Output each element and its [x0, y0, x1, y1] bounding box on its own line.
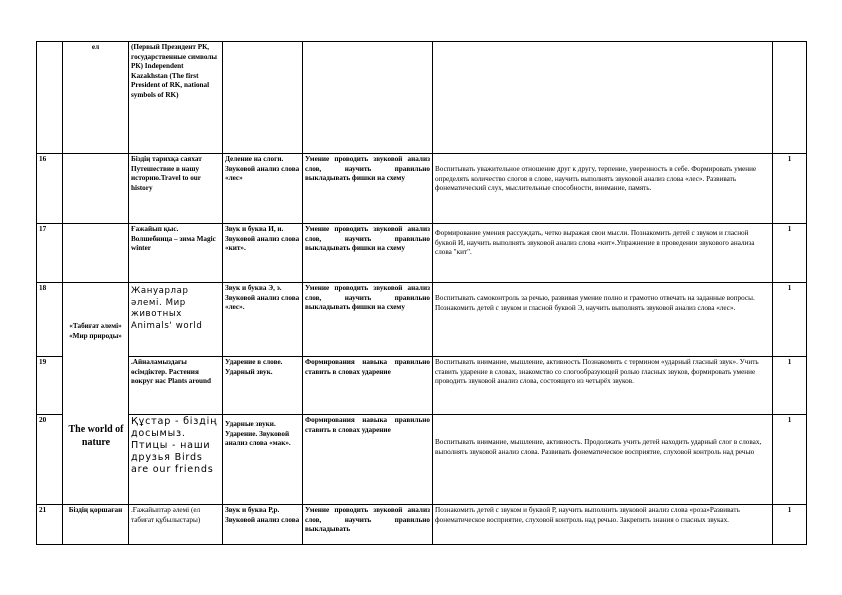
hours-cell: 1 — [773, 154, 807, 224]
lesson-topic-text: Құстар - біздің досымыз. Птицы - наши друзья Birds are our friends — [131, 416, 218, 475]
row-number: 16 — [37, 154, 63, 224]
content-cell — [223, 42, 303, 154]
theme-cell-empty — [63, 154, 129, 224]
section-theme-kk: «Табиғат әлемі» — [69, 322, 122, 330]
tasks-cell — [433, 224, 773, 283]
table-row — [37, 154, 807, 224]
goals-cell: Умение проводить звуковой анализ слов, научить правильно выкладывать фишки на схему — [303, 283, 433, 357]
row-number: 21 — [37, 505, 63, 545]
lesson-topic: Біздің тарихқа саяхат Путешествие в нашу историю.Travel to our history — [129, 154, 223, 224]
tasks-text: Воспитывать внимание, мышление, активность. Продолжать учить детей находить ударный слог в словах, выполнять звуковой анализ слова. Развивать фонематическое восприятие, слуховой контроль над речью — [435, 438, 762, 456]
tasks-cell — [433, 415, 773, 505]
tasks-cell — [433, 42, 773, 154]
row-number: 20 — [37, 415, 63, 505]
content-cell: Звук и буква Р,р. Звуковой анализ слова — [223, 505, 303, 545]
section-theme-en: The world of nature — [68, 424, 124, 448]
lesson-topic — [129, 415, 223, 505]
lesson-topic-text: Жануарлар әлемі. Мир животных Animals' world — [131, 286, 203, 331]
table-row — [37, 357, 807, 415]
hours-cell: 1 — [773, 283, 807, 357]
tasks-text: Воспитывать уважительное отношение друг к другу, терпение, уверенность в себе. Формировать умение определять количество слогов в слове, научить выполнять звуковой анализ слова «лес». Развивать фонематический слух, мыслительные способности, внимание, память. — [435, 165, 757, 193]
hours-cell: 1 — [773, 415, 807, 505]
hours-cell — [773, 42, 807, 154]
table-row — [37, 505, 807, 545]
goals-cell: Формирования навыка правильно ставить в словах ударение — [303, 357, 433, 415]
tasks-text: Воспитывать самоконтроль за речью, развивая умение полно и грамотно отвечать на заданные вопросы. Познакомить детей с звуком и гласной буквой Э, научить выполнять звуковой анализ слова «лес». — [435, 294, 755, 312]
lesson-topic: (Первый Президент РК, государственные символы РК) Independent Kazakhstan (The first President of RK, national symbols of RK) — [129, 42, 223, 154]
tasks-cell: Познакомить детей с звуком и буквой Р, научить выполнить звуковой анализ слова «роза»Развивать фонематическое восприятие, слуховой контроль над речью. Закрепить знания о гласных звуках. — [433, 505, 773, 545]
hours-cell: 1 — [773, 505, 807, 545]
lesson-topic: .Ғажайыптар әлемі (ел табиғат құбылыстары) — [129, 505, 223, 545]
lesson-topic: .Айналамыздағы өсімдіктер. Растения вокруг нас Plants around — [129, 357, 223, 415]
row-number — [37, 42, 63, 154]
section-theme-ru: «Мир природы» — [69, 331, 122, 340]
theme-cell: ел — [63, 42, 129, 154]
row-number: 18 — [37, 283, 63, 357]
tasks-cell: Воспитывать внимание, мышление, активность Познакомить с термином «ударный гласный звук». Учить ставить ударение в словах, знакомство со слогообразующей ролью гласных звуков, формировать умение проводить звуковой анализ слова, состоящего из четырёх звуков. — [433, 357, 773, 415]
content-text: Ударные звуки. Ударение. Звуковой анализ слова «мак». — [225, 420, 291, 448]
table-row — [37, 283, 807, 357]
lesson-topic — [129, 283, 223, 357]
hours-cell: 1 — [773, 224, 807, 283]
lesson-topic: Ғажайып қыс. Волшебница – зима Magic winter — [129, 224, 223, 283]
theme-cell-empty — [63, 224, 129, 283]
content-cell: Деление на слоги. Звуковой анализ слова «лес» — [223, 154, 303, 224]
goals-cell: Умение проводить звуковой анализ слов, научить правильно выкладывать фишки на схему — [303, 224, 433, 283]
hours-cell: 1 — [773, 357, 807, 415]
theme-cell: Біздің қоршаған — [63, 505, 129, 545]
row-number: 19 — [37, 357, 63, 415]
content-cell: Звук и буква И, и. Звуковой анализ слова «кит». — [223, 224, 303, 283]
content-cell — [223, 415, 303, 505]
goals-cell — [303, 42, 433, 154]
content-cell: Звук и буква Э, э. Звуковой анализ слова «лес». — [223, 283, 303, 357]
goals-cell: Формирования навыка правильно ставить в словах ударение — [303, 415, 433, 505]
tasks-cell — [433, 283, 773, 357]
goals-cell: Умение проводить звуковой анализ слов, научить правильно выкладывать фишки на схему — [303, 154, 433, 224]
table-row — [37, 224, 807, 283]
lesson-plan-table — [36, 41, 807, 545]
goals-cell: Умение проводить звуковой анализ слов, научить правильно выкладывать — [303, 505, 433, 545]
row-number: 17 — [37, 224, 63, 283]
section-theme-cell — [63, 283, 129, 505]
table-row — [37, 415, 807, 505]
tasks-cell — [433, 154, 773, 224]
content-cell: Ударение в слове. Ударный звук. — [223, 357, 303, 415]
table-row — [37, 42, 807, 154]
tasks-text: Формирование умения рассуждать, четко выражая свои мысли. Познакомить детей с звуком и гласной буквой И, научить выполнять звуковой анализ слова «кит».Упражнение в проведении звукового анализа слова "кит". — [435, 229, 755, 257]
